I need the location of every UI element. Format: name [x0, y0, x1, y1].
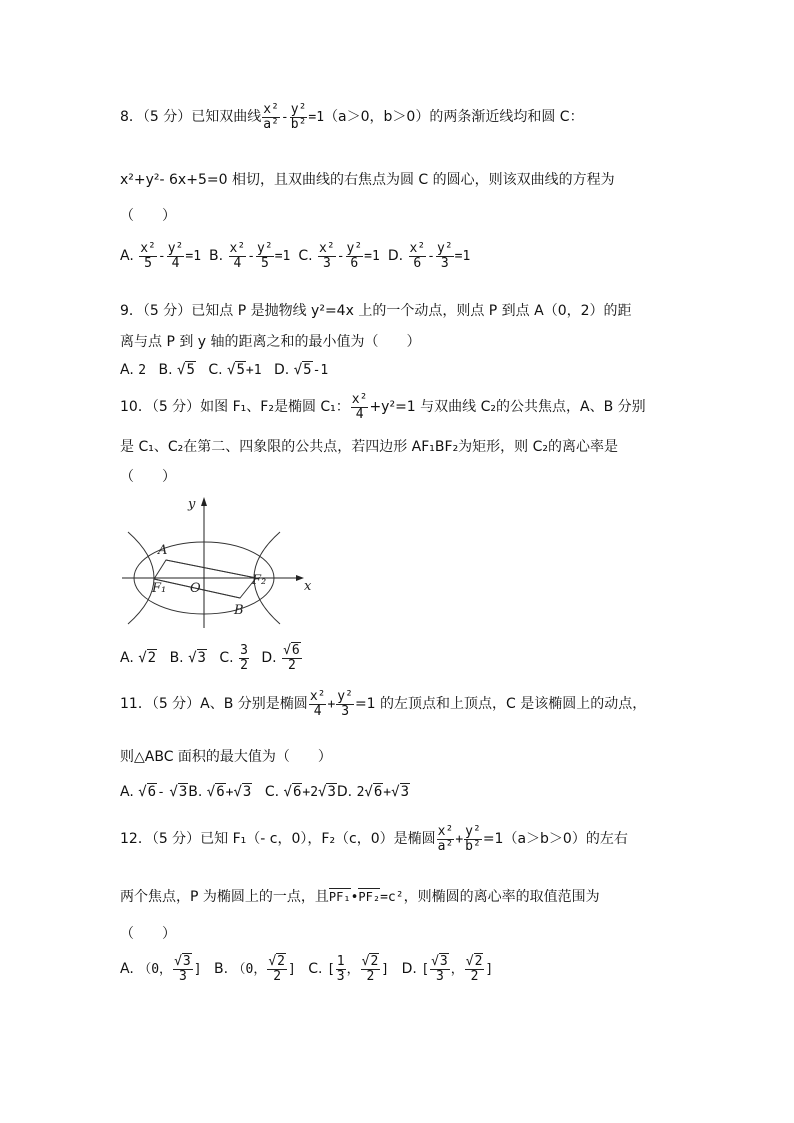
label-a: A — [158, 543, 168, 558]
q12-line1: 12．（5 分）已知 F₁（‐ c，0），F₂（c，0）是椭圆 $\frac{\text{x²}}{\text{a²}}$ + $\frac{\text{y²}}{\text{b²}}$ =1（a＞b＞0）的左右 — [120, 824, 628, 854]
label-f1: F₁ — [152, 581, 167, 596]
q11-line2: 则△ABC 面积的最大值为（ ） — [120, 749, 332, 765]
q8-stem: 8．（5 分）已知双曲线 — [120, 109, 262, 126]
label-o: O — [190, 581, 201, 596]
q11-options: A. √6‐ √3B. √6+√3 C. √6+2√3D. 2√6+√3 — [120, 784, 409, 800]
q8-condition: （a＞0，b＞0）的两条渐近线均和圆 C： — [324, 109, 584, 126]
q10-options: A. √2 B. √3 C. $\frac{3}{2}$ D. $\frac{√6}{2}$ — [120, 643, 300, 673]
label-b: B — [234, 603, 244, 618]
q8-option: A. $\frac{\text{x²}}{5}$ - $\frac{\text{y²}}{4}$ =1 — [120, 241, 202, 271]
x-axis-arrow — [296, 575, 304, 581]
q12-line2: 两个焦点，P 为椭圆上的一点，且PF₁•PF₂=c²，则椭圆的离心率的取值范围为 — [120, 889, 600, 905]
q8-frac-x: $\frac{\text{x²}}{\text{a²}}$ — [263, 102, 279, 132]
q10-line1: 10．（5 分）如图 F₁、F₂是椭圆 C₁： $\frac{\text{x²}}{4}$ +y²=1 与双曲线 C₂的公共焦点，A、B 分别 — [120, 392, 646, 422]
q11-line1: 11．（5 分）A、B 分别是椭圆 $\frac{\text{x²}}{4}$ + $\frac{\text{y²}}{3}$ =1 的左顶点和上顶点，C 是该椭圆上的动点， — [120, 689, 647, 719]
rectangle-af1bf2 — [154, 560, 256, 598]
q10-figure — [118, 492, 318, 632]
q8-option: B. $\frac{\text{x²}}{4}$ - $\frac{\text{y²}}{5}$ =1 — [209, 241, 291, 271]
q8-line1: 8．（5 分）已知双曲线 $\frac{\text{x²}}{\text{a²}}$ - $\frac{\text{y²}}{\text{b²}}$ =1（a＞0，b＞0）的两条渐近线均和圆 C： — [120, 102, 584, 132]
vector-pf1: PF₁ — [328, 890, 351, 904]
label-f2: F₂ — [252, 573, 267, 588]
y-axis-arrow — [201, 497, 207, 506]
q9-line2: 离与点 P 到 y 轴的距离之和的最小值为（ ） — [120, 334, 421, 350]
label-y: y — [188, 497, 196, 512]
q12-line3: （ ） — [120, 926, 176, 942]
q8-option: C. $\frac{\text{x²}}{3}$ - $\frac{\text{y²}}{6}$ =1 — [298, 241, 380, 271]
q8-options — [120, 242, 478, 270]
q9-options: A. 2 B. √5 C. √5+1 D. √5‐1 — [120, 362, 329, 378]
q10-line2: 是 C₁、C₂在第二、四象限的公共点，若四边形 AF₁BF₂为矩形，则 C₂的离心率是 — [120, 439, 619, 455]
q12-options: A. （0， $\frac{√3}{3}$ ] B. （0， $\frac{√2}{2}$ ] C. [ $\frac{1}{3}$ ， $\frac{√2}{2}$ ] D. [ $\frac{√3}{3}$ ， $\frac{√2}{2}$ ] — [120, 954, 494, 984]
q8-line2: x²+y²‐ 6x+5=0 相切，且双曲线的右焦点为圆 C 的圆心，则该双曲线的方程为 — [120, 172, 615, 188]
label-x: x — [304, 579, 312, 594]
q9-line1: 9．（5 分）已知点 P 是抛物线 y²=4x 上的一个动点，则点 P 到点 A（0，2）的距 — [120, 303, 632, 319]
q8-line3: （ ） — [120, 208, 176, 224]
q10-line3: （ ） — [120, 469, 176, 485]
vector-pf2: PF₂ — [358, 890, 381, 904]
q10-frac: $\frac{\text{x²}}{4}$ — [351, 392, 368, 422]
q8-frac-y: $\frac{\text{y²}}{\text{b²}}$ — [290, 102, 307, 132]
q8-option: D. $\frac{\text{x²}}{6}$ - $\frac{\text{y²}}{3}$ =1 — [387, 241, 471, 271]
diagonal-af2 — [166, 560, 256, 578]
